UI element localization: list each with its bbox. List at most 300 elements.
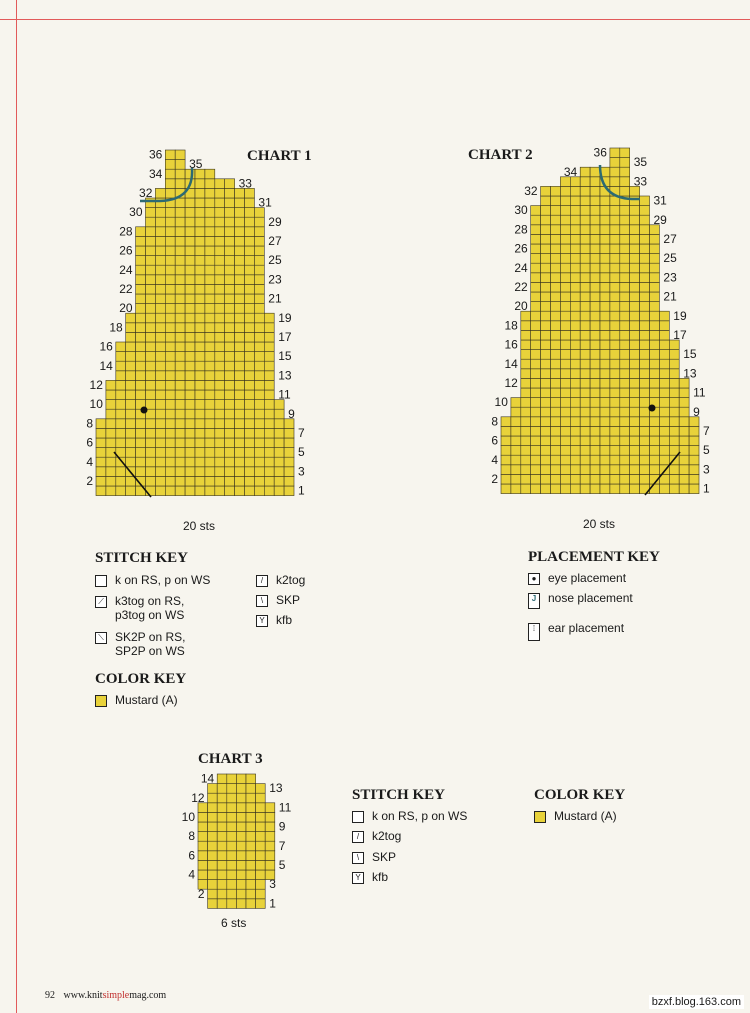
- stitch-cell: [531, 446, 541, 456]
- stitch-cell: [198, 832, 208, 842]
- stitch-cell: [640, 455, 650, 465]
- stitch-cell: [570, 369, 580, 379]
- stitch-cell: [205, 313, 215, 323]
- stitch-cell: [689, 436, 699, 446]
- stitch-cell: [570, 330, 580, 340]
- website-link[interactable]: www.knitsimplemag.com: [63, 990, 167, 1001]
- stitch-cell: [541, 474, 551, 484]
- stitch-cell: [217, 870, 227, 880]
- stitch-cell: [274, 438, 284, 448]
- stitch-cell: [600, 244, 610, 254]
- skp-symbol-icon: \: [352, 852, 364, 864]
- stitch-cell: [501, 465, 511, 475]
- stitch-cell: [195, 428, 205, 438]
- stitch-cell: [185, 198, 195, 208]
- stitch-cell: [650, 234, 660, 244]
- stitch-cell: [155, 428, 165, 438]
- stitch-cell: [521, 436, 531, 446]
- stitch-cell: [580, 234, 590, 244]
- stitch-cell: [185, 236, 195, 246]
- stitch-cell: [650, 446, 660, 456]
- stitch-cell: [620, 225, 630, 235]
- stitch-cell: [146, 313, 156, 323]
- row-number: 33: [238, 176, 252, 191]
- stitch-cell: [254, 304, 264, 314]
- stitch-cell: [185, 457, 195, 467]
- stitch-cell: [136, 342, 146, 352]
- stitch-cell: [630, 254, 640, 264]
- stitch-cell: [246, 774, 256, 784]
- stitch-cell: [225, 256, 235, 266]
- stitch-cell: [256, 793, 266, 803]
- stitch-cell: [215, 457, 225, 467]
- stitch-cell: [245, 313, 255, 323]
- stitch-cell: [650, 369, 660, 379]
- stitch-cell: [580, 417, 590, 427]
- stitch-cell: [215, 227, 225, 237]
- stitch-cell: [600, 282, 610, 292]
- stitch-cell: [570, 186, 580, 196]
- stitch-cell: [570, 350, 580, 360]
- stitch-cell: [256, 851, 266, 861]
- stitch-cell: [580, 206, 590, 216]
- stitch-cell: [165, 236, 175, 246]
- stitch-cell: [531, 254, 541, 264]
- stitch-cell: [640, 407, 650, 417]
- stitch-cell: [521, 359, 531, 369]
- stitch-cell: [650, 465, 660, 475]
- stitch-cell: [175, 179, 185, 189]
- stitch-cell: [146, 390, 156, 400]
- stitch-cell: [185, 294, 195, 304]
- stitch-cell: [254, 294, 264, 304]
- stitch-cell: [205, 467, 215, 477]
- stitch-cell: [225, 342, 235, 352]
- stitch-cell: [659, 350, 669, 360]
- stitch-cell: [284, 448, 294, 458]
- stitch-cell: [136, 361, 146, 371]
- stitch-cell: [215, 390, 225, 400]
- stitch-cell: [235, 208, 245, 218]
- stitch-cell: [580, 273, 590, 283]
- stitch-cell: [217, 822, 227, 832]
- stitch-cell: [185, 332, 195, 342]
- stitch-cell: [274, 419, 284, 429]
- stitch-cell: [590, 340, 600, 350]
- stitch-cell: [155, 371, 165, 381]
- stitch-cell: [126, 380, 136, 390]
- stitch-cell: [185, 284, 195, 294]
- stitch-cell: [630, 330, 640, 340]
- stitch-cell: [610, 474, 620, 484]
- stitch-cell: [580, 340, 590, 350]
- stitch-cell: [501, 446, 511, 456]
- row-number: 1: [298, 483, 305, 498]
- stitch-cell: [246, 793, 256, 803]
- stitch-cell: [227, 793, 237, 803]
- stitch-cell: [217, 899, 227, 909]
- stitch-cell: [146, 342, 156, 352]
- stitch-cell: [217, 880, 227, 890]
- eye-marker: [141, 407, 148, 414]
- stitch-cell: [521, 407, 531, 417]
- stitch-cell: [165, 313, 175, 323]
- stitch-cell: [126, 428, 136, 438]
- stitch-cell: [235, 438, 245, 448]
- stitch-cell: [116, 371, 126, 381]
- stitch-cell: [195, 361, 205, 371]
- stitch-cell: [235, 275, 245, 285]
- stitch-cell: [541, 398, 551, 408]
- stitch-cell: [551, 330, 561, 340]
- stitch-cell: [501, 436, 511, 446]
- stitch-cell: [195, 467, 205, 477]
- stitch-cell: [511, 446, 521, 456]
- stitch-cell: [630, 273, 640, 283]
- stitch-cell: [600, 311, 610, 321]
- stitch-cell: [235, 419, 245, 429]
- stitch-cell: [570, 378, 580, 388]
- stitch-cell: [245, 256, 255, 266]
- stitch-cell: [531, 436, 541, 446]
- stitch-cell: [254, 323, 264, 333]
- stitch-cell: [580, 484, 590, 494]
- stitch-cell: [659, 484, 669, 494]
- stitch-cell: [165, 419, 175, 429]
- stitch-cell: [570, 446, 580, 456]
- stitch-cell: [215, 208, 225, 218]
- stitch-key-2-item-skp: \ SKP: [352, 850, 396, 864]
- stitch-cell: [175, 332, 185, 342]
- row-number: 3: [298, 464, 305, 479]
- stitch-cell: [126, 361, 136, 371]
- stitch-cell: [541, 484, 551, 494]
- stitch-cell: [235, 476, 245, 486]
- stitch-cell: [215, 400, 225, 410]
- stitch-cell: [640, 465, 650, 475]
- stitch-cell: [659, 311, 669, 321]
- chart-1-stitch-count: 20 sts: [183, 519, 216, 533]
- stitch-cell: [560, 330, 570, 340]
- stitch-cell: [610, 340, 620, 350]
- stitch-cell: [235, 380, 245, 390]
- stitch-cell: [630, 474, 640, 484]
- stitch-cell: [265, 851, 275, 861]
- stitch-cell: [630, 263, 640, 273]
- stitch-cell: [659, 417, 669, 427]
- stitch-cell: [225, 400, 235, 410]
- stitch-cell: [205, 419, 215, 429]
- stitch-cell: [185, 352, 195, 362]
- stitch-cell: [175, 304, 185, 314]
- stitch-cell: [155, 198, 165, 208]
- stitch-cell: [679, 474, 689, 484]
- row-number: 1: [703, 481, 710, 496]
- row-number: 16: [99, 339, 113, 354]
- stitch-cell: [235, 400, 245, 410]
- stitch-cell: [246, 822, 256, 832]
- stitch-cell: [560, 302, 570, 312]
- row-number: 32: [139, 186, 153, 201]
- stitch-key-1-item-kfb: Y kfb: [256, 613, 292, 627]
- stitch-cell: [126, 409, 136, 419]
- stitch-cell: [254, 371, 264, 381]
- stitch-cell: [185, 380, 195, 390]
- stitch-cell: [640, 417, 650, 427]
- stitch-cell: [669, 407, 679, 417]
- stitch-cell: [195, 476, 205, 486]
- stitch-cell: [165, 438, 175, 448]
- stitch-cell: [215, 448, 225, 458]
- stitch-cell: [650, 311, 660, 321]
- stitch-cell: [205, 198, 215, 208]
- stitch-cell: [126, 476, 136, 486]
- stitch-cell: [256, 860, 266, 870]
- stitch-cell: [620, 378, 630, 388]
- stitch-cell: [215, 371, 225, 381]
- stitch-cell: [227, 851, 237, 861]
- stitch-cell: [235, 284, 245, 294]
- stitch-cell: [236, 860, 246, 870]
- stitch-cell: [521, 446, 531, 456]
- k2tog-symbol-icon: /: [352, 831, 364, 843]
- stitch-cell: [640, 436, 650, 446]
- stitch-cell: [630, 311, 640, 321]
- stitch-cell: [620, 321, 630, 331]
- row-number: 15: [278, 349, 292, 364]
- stitch-cell: [580, 388, 590, 398]
- stitch-cell: [274, 428, 284, 438]
- stitch-cell: [165, 352, 175, 362]
- stitch-cell: [590, 465, 600, 475]
- stitch-cell: [590, 311, 600, 321]
- stitch-cell: [136, 256, 146, 266]
- stitch-cell: [640, 426, 650, 436]
- k2tog-symbol-icon: /: [256, 575, 268, 587]
- stitch-cell: [225, 467, 235, 477]
- stitch-cell: [570, 282, 580, 292]
- stitch-cell: [116, 486, 126, 496]
- stitch-cell: [254, 313, 264, 323]
- stitch-cell: [511, 426, 521, 436]
- stitch-cell: [215, 467, 225, 477]
- stitch-cell: [165, 428, 175, 438]
- stitch-cell: [136, 457, 146, 467]
- row-number: 36: [593, 145, 607, 160]
- stitch-cell: [195, 304, 205, 314]
- stitch-cell: [205, 476, 215, 486]
- stitch-cell: [590, 225, 600, 235]
- stitch-cell: [650, 263, 660, 273]
- stitch-cell: [679, 455, 689, 465]
- stitch-cell: [650, 292, 660, 302]
- stitch-key-1-title: STITCH KEY: [95, 550, 188, 566]
- stitch-cell: [551, 388, 561, 398]
- stitch-cell: [531, 407, 541, 417]
- stitch-cell: [208, 851, 218, 861]
- stitch-cell: [570, 196, 580, 206]
- stitch-key-2-title: STITCH KEY: [352, 787, 445, 803]
- stitch-cell: [610, 484, 620, 494]
- stitch-cell: [689, 455, 699, 465]
- stitch-cell: [175, 217, 185, 227]
- stitch-cell: [580, 225, 590, 235]
- skp-symbol-icon: \: [256, 595, 268, 607]
- row-number: 7: [298, 426, 305, 441]
- stitch-cell: [511, 474, 521, 484]
- stitch-cell: [215, 428, 225, 438]
- stitch-cell: [126, 457, 136, 467]
- stitch-cell: [165, 208, 175, 218]
- stitch-cell: [246, 784, 256, 794]
- row-number: 1: [269, 896, 276, 911]
- row-number: 31: [258, 195, 272, 210]
- stitch-cell: [620, 484, 630, 494]
- stitch-cell: [531, 330, 541, 340]
- stitch-cell: [236, 880, 246, 890]
- stitch-cell: [274, 409, 284, 419]
- stitch-cell: [531, 282, 541, 292]
- stitch-cell: [215, 179, 225, 189]
- row-number: 2: [86, 474, 93, 489]
- stitch-cell: [264, 409, 274, 419]
- source-watermark: bzxf.blog.163.com: [649, 995, 744, 1009]
- stitch-cell: [256, 889, 266, 899]
- stitch-cell: [580, 215, 590, 225]
- stitch-cell: [215, 217, 225, 227]
- stitch-cell: [570, 244, 580, 254]
- stitch-cell: [96, 419, 106, 429]
- stitch-cell: [235, 323, 245, 333]
- stitch-cell: [630, 206, 640, 216]
- stitch-cell: [264, 342, 274, 352]
- stitch-cell: [590, 167, 600, 177]
- stitch-cell: [254, 400, 264, 410]
- stitch-cell: [531, 378, 541, 388]
- stitch-cell: [570, 225, 580, 235]
- stitch-cell: [126, 448, 136, 458]
- stitch-cell: [235, 304, 245, 314]
- stitch-cell: [570, 234, 580, 244]
- stitch-cell: [570, 417, 580, 427]
- stitch-cell: [640, 234, 650, 244]
- stitch-cell: [531, 206, 541, 216]
- stitch-cell: [146, 457, 156, 467]
- stitch-cell: [175, 150, 185, 160]
- stitch-cell: [560, 311, 570, 321]
- stitch-cell: [246, 860, 256, 870]
- stitch-cell: [106, 457, 116, 467]
- stitch-cell: [235, 265, 245, 275]
- stitch-cell: [590, 263, 600, 273]
- row-number: 23: [663, 270, 677, 285]
- stitch-cell: [236, 841, 246, 851]
- stitch-cell: [590, 378, 600, 388]
- row-number: 14: [504, 356, 518, 371]
- chart-3-title: CHART 3: [198, 751, 263, 767]
- stitch-cell: [531, 244, 541, 254]
- stitch-cell: [590, 369, 600, 379]
- stitch-cell: [570, 273, 580, 283]
- chart-2-title: CHART 2: [468, 147, 533, 163]
- stitch-cell: [610, 263, 620, 273]
- stitch-cell: [254, 457, 264, 467]
- stitch-cell: [511, 407, 521, 417]
- stitch-cell: [679, 446, 689, 456]
- row-number: 27: [663, 232, 677, 247]
- stitch-cell: [650, 436, 660, 446]
- stitch-cell: [265, 803, 275, 813]
- stitch-cell: [640, 273, 650, 283]
- stitch-cell: [155, 217, 165, 227]
- stitch-cell: [225, 208, 235, 218]
- stitch-cell: [669, 484, 679, 494]
- stitch-cell: [580, 302, 590, 312]
- stitch-cell: [570, 398, 580, 408]
- stitch-cell: [531, 292, 541, 302]
- stitch-cell: [235, 409, 245, 419]
- stitch-cell: [570, 263, 580, 273]
- stitch-cell: [531, 369, 541, 379]
- stitch-cell: [205, 236, 215, 246]
- row-number: 17: [278, 330, 292, 345]
- stitch-cell: [205, 323, 215, 333]
- mustard-swatch-icon: [534, 811, 546, 823]
- stitch-cell: [570, 436, 580, 446]
- stitch-cell: [215, 246, 225, 256]
- stitch-cell: [580, 282, 590, 292]
- stitch-cell: [185, 419, 195, 429]
- stitch-cell: [205, 217, 215, 227]
- stitch-cell: [225, 476, 235, 486]
- stitch-cell: [175, 342, 185, 352]
- stitch-cell: [254, 256, 264, 266]
- stitch-cell: [205, 361, 215, 371]
- stitch-cell: [531, 302, 541, 312]
- stitch-cell: [195, 198, 205, 208]
- stitch-cell: [185, 428, 195, 438]
- stitch-cell: [600, 455, 610, 465]
- stitch-cell: [541, 465, 551, 475]
- stitch-cell: [551, 186, 561, 196]
- stitch-cell: [541, 186, 551, 196]
- color-key-1-title: COLOR KEY: [95, 671, 187, 687]
- stitch-cell: [610, 398, 620, 408]
- stitch-cell: [227, 841, 237, 851]
- stitch-cell: [254, 265, 264, 275]
- stitch-cell: [541, 359, 551, 369]
- stitch-cell: [225, 275, 235, 285]
- row-number: 5: [278, 858, 286, 873]
- stitch-cell: [541, 292, 551, 302]
- stitch-cell: [235, 332, 245, 342]
- stitch-cell: [215, 284, 225, 294]
- stitch-cell: [521, 388, 531, 398]
- stitch-cell: [659, 407, 669, 417]
- stitch-cell: [245, 236, 255, 246]
- stitch-cell: [136, 323, 146, 333]
- stitch-cell: [215, 332, 225, 342]
- stitch-cell: [580, 196, 590, 206]
- stitch-cell: [235, 361, 245, 371]
- stitch-cell: [630, 282, 640, 292]
- stitch-cell: [501, 484, 511, 494]
- stitch-cell: [225, 246, 235, 256]
- stitch-cell: [235, 236, 245, 246]
- stitch-cell: [208, 860, 218, 870]
- stitch-cell: [570, 292, 580, 302]
- stitch-cell: [511, 417, 521, 427]
